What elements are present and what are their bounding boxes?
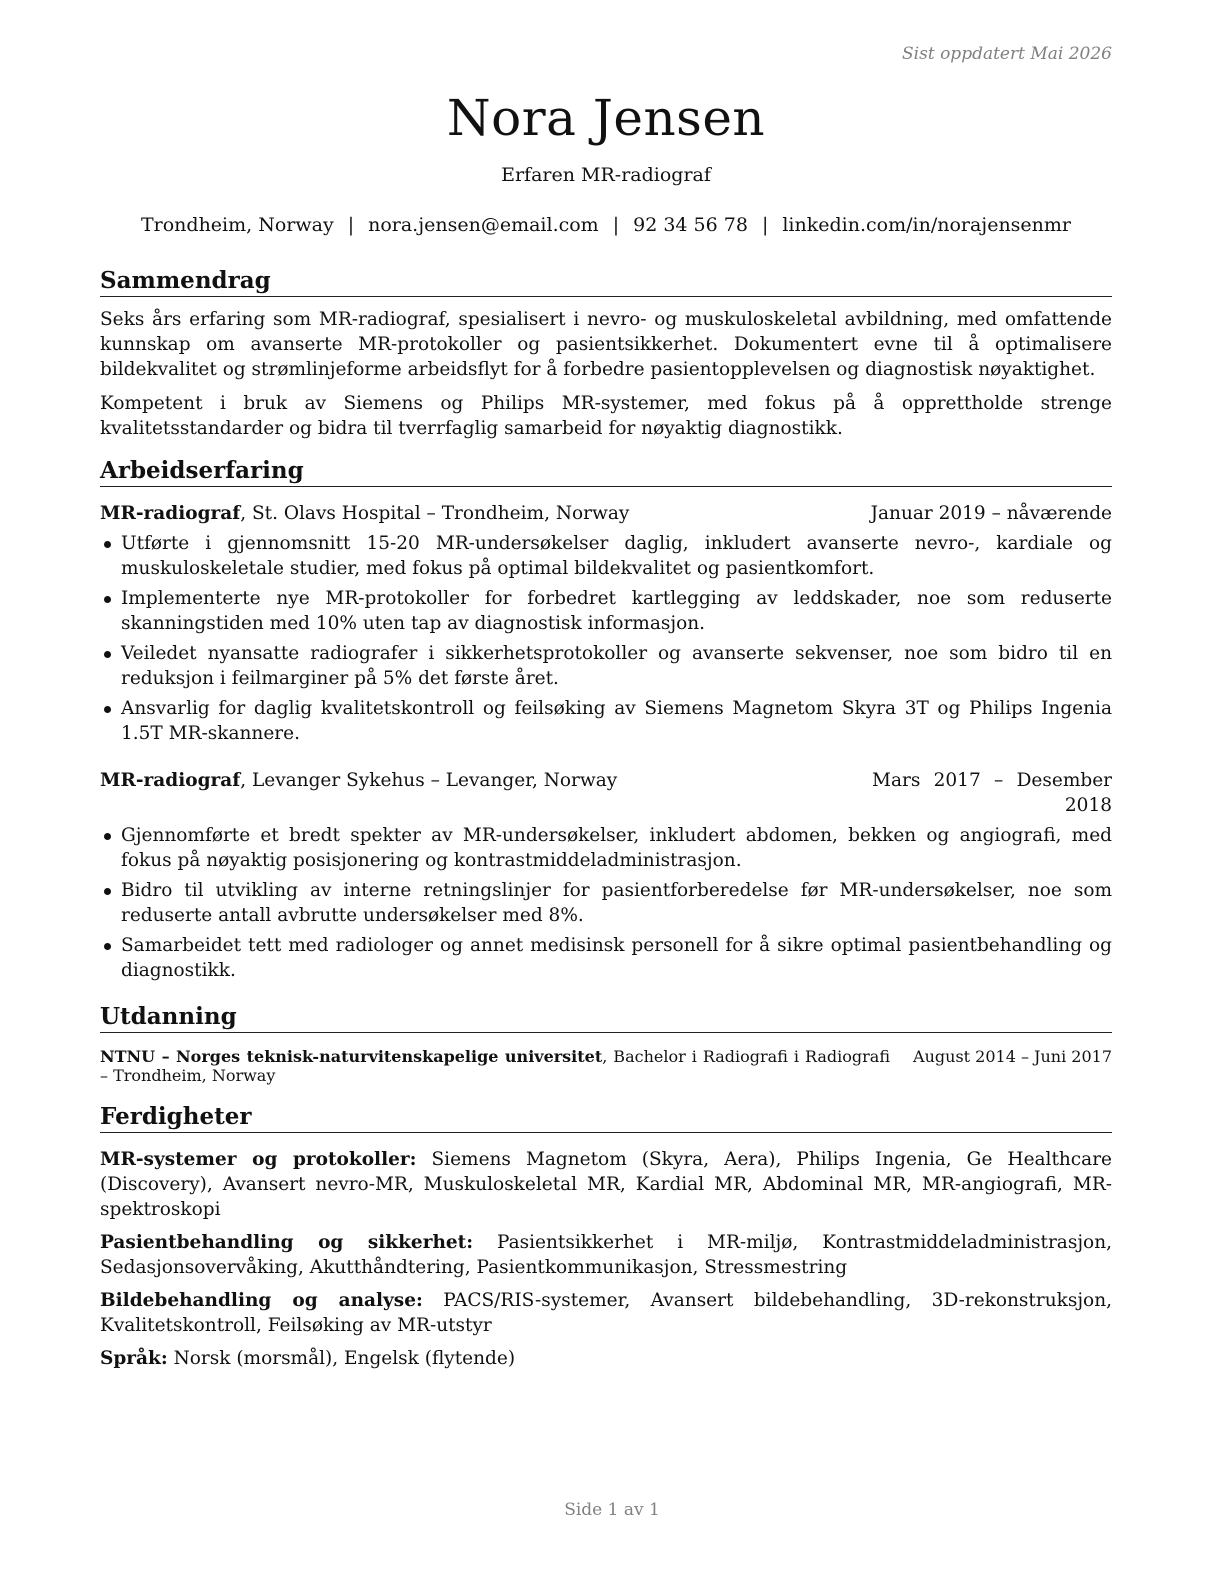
job-bullet: Veiledet nyansatte radiografer i sikkerhetsprotokoller og avanserte sekvenser, noe som bidro til en reduksjon i feilmarginer på 5% det første året. (100, 641, 1112, 691)
last-updated: Sist oppdatert Mai 2026 (902, 44, 1112, 64)
skill-line (100, 1147, 1112, 1222)
contact-separator: | (612, 214, 620, 236)
section-title-work: Arbeidserfaring (100, 456, 1112, 487)
contact-location: Trondheim, Norway (140, 214, 334, 236)
resume-page (100, 0, 1112, 1371)
skill-text: Pasientsikkerhet i MR-miljø, Kontrastmiddeladministrasjon, Sedasjonsovervåking, Akutthåndtering, Pasientkommunikasjon, Stressmestring (100, 1232, 1112, 1278)
job-header (100, 768, 1112, 818)
job-place: , Levanger Sykehus – Levanger, Norway (240, 770, 618, 791)
contact-separator: | (347, 214, 355, 236)
page-number: Side 1 av 1 (564, 1500, 660, 1520)
summary-section (100, 266, 1112, 441)
job-bullet: Samarbeidet tett med radiologer og annet medisinsk personell for å sikre optimal pasientbehandling og diagnostikk. (100, 933, 1112, 983)
education-school: NTNU – Norges teknisk-naturvitenskapelige universitet (100, 1047, 603, 1066)
job-bullet: Ansvarlig for daglig kvalitetskontroll og feilsøking av Siemens Magnetom Skyra 3T og Philips Ingenia 1.5T MR-skannere. (100, 696, 1112, 746)
job-role: MR-radiograf (100, 503, 241, 524)
contact-line (100, 214, 1112, 236)
job-bullet: Bidro til utvikling av interne retningslinjer for pasientforberedelse før MR-undersøkelser, noe som reduserte antall avbrutte undersøkelser med 8%. (100, 878, 1112, 928)
skill-label: Språk: (100, 1348, 168, 1369)
skills-section (100, 1102, 1112, 1371)
section-title-skills: Ferdigheter (100, 1102, 1112, 1133)
section-title-summary: Sammendrag (100, 266, 1112, 297)
job-header (100, 501, 1112, 526)
education-section (100, 1002, 1112, 1085)
job-role: MR-radiograf (100, 770, 241, 791)
job-bullets (100, 823, 1112, 983)
candidate-name: Nora Jensen (446, 89, 766, 147)
skill-label: MR-systemer og protokoller: (100, 1149, 417, 1170)
contact-separator: | (761, 214, 769, 236)
summary-paragraph: Kompetent i bruk av Siemens og Philips MR-systemer, med fokus på å opprettholde strenge kvalitetsstandarder og bidra til tverrfaglig samarbeid for nøyaktig diagnostikk. (100, 393, 1112, 439)
job-dates: Mars 2017 – Desember 2018 (872, 770, 1112, 816)
contact-phone: 92 34 56 78 (633, 214, 748, 236)
education-entry (100, 1047, 1112, 1085)
summary-paragraph: Seks års erfaring som MR-radiograf, spesialisert i nevro- og muskuloskeletal avbildning, med omfattende kunnskap om avanserte MR-protokoller og pasientsikkerhet. Dokumentert evne til å optimalisere bildekvalitet og strømlinjeforme arbeidsflyt for å forbedre pasientopplevelsen og diagnostisk nøyaktighet. (100, 309, 1112, 380)
job-bullets (100, 531, 1112, 746)
job-dates: Januar 2019 – nåværende (870, 503, 1112, 524)
skill-label: Pasientbehandling og sikkerhet: (100, 1232, 474, 1253)
skill-line (100, 1230, 1112, 1280)
candidate-title: Erfaren MR-radiograf (501, 164, 711, 186)
job-bullet: Implementerte nye MR-protokoller for forbedret kartlegging av leddskader, noe som reduserte skanningstiden med 10% uten tap av diagnostisk informasjon. (100, 586, 1112, 636)
education-detail: , Bachelor i Radiografi i Radiografi – Trondheim, Norway (100, 1047, 891, 1085)
section-title-education: Utdanning (100, 1002, 1112, 1033)
job-entry (100, 768, 1112, 983)
contact-email[interactable]: nora.jensen@email.com (368, 214, 599, 236)
job-place: , St. Olavs Hospital – Trondheim, Norway (240, 503, 630, 524)
job-bullet: Utførte i gjennomsnitt 15-20 MR-undersøkelser daglig, inkludert avanserte nevro-, kardiale og muskuloskeletale studier, med fokus på optimal bildekvalitet og pasientkomfort. (100, 531, 1112, 581)
skill-line (100, 1288, 1112, 1338)
skill-label: Bildebehandling og analyse: (100, 1290, 423, 1311)
contact-linkedin[interactable]: linkedin.com/in/norajensenmr (782, 214, 1072, 236)
job-bullet: Gjennomførte et bredt spekter av MR-undersøkelser, inkludert abdomen, bekken og angiografi, med fokus på nøyaktig posisjonering og kontrastmiddeladministrasjon. (100, 823, 1112, 873)
skill-text: Norsk (morsmål), Engelsk (flytende) (167, 1348, 516, 1369)
education-dates: August 2014 – Juni 2017 (913, 1047, 1112, 1066)
skill-text: PACS/RIS-systemer, Avansert bildebehandling, 3D-rekonstruksjon, Kvalitetskontroll, Feilsøking av MR-utstyr (100, 1290, 1112, 1336)
skill-line (100, 1346, 1112, 1371)
job-entry (100, 501, 1112, 746)
work-section (100, 456, 1112, 983)
skill-text: Siemens Magnetom (Skyra, Aera), Philips Ingenia, Ge Healthcare (Discovery), Avansert nevro-MR, Muskuloskeletal MR, Kardial MR, Abdominal MR, MR-angiografi, MR-spektroskopi (100, 1149, 1112, 1220)
